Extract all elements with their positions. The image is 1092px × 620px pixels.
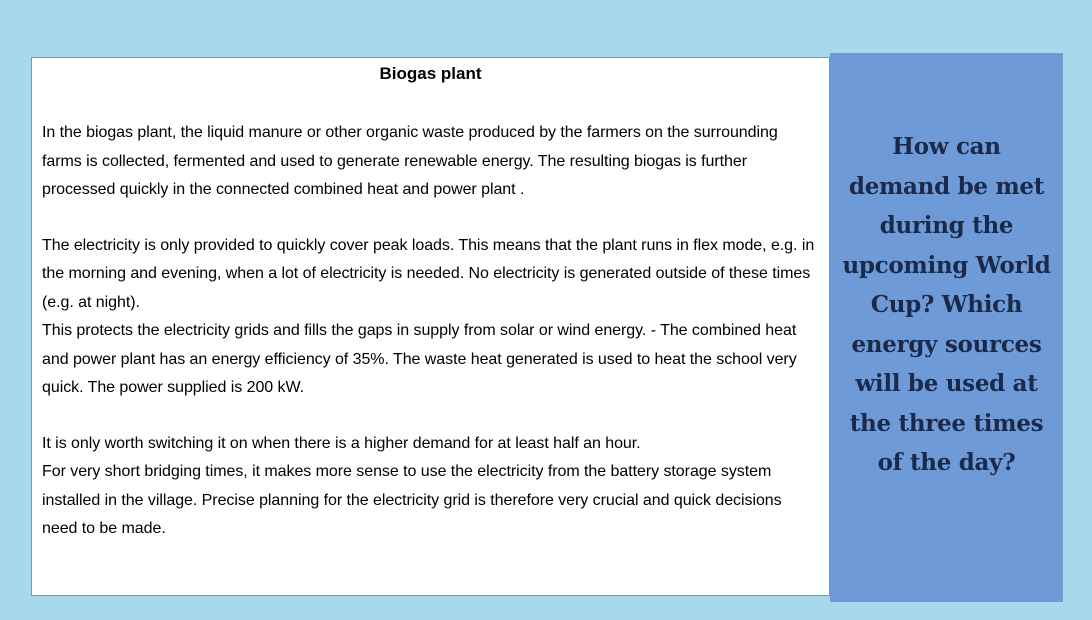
paragraph-battery-storage: For very short bridging times, it makes more sense to use the electricity from the battery storage system installed in the village. Precise planning for the electricity grid is therefore very crucial and quick decisions need to be made. xyxy=(42,463,782,537)
document-title: Biogas plant xyxy=(379,64,482,83)
question-panel xyxy=(830,53,1063,602)
paragraph-intro: In the biogas plant, the liquid manure or other organic waste produced by the farmers on the surrounding farms is collected, fermented and used to generate renewable energy. The resulting biogas is further processed quickly in the connected combined heat and power plant . xyxy=(42,124,778,198)
question-text: How can demand be met during the upcoming World Cup? Which energy sources will be used at the three times of the day? xyxy=(842,133,1051,476)
paragraph-switching: It is only worth switching it on when there is a higher demand for at least half an hour. xyxy=(42,434,641,452)
paragraph-grid-protection: This protects the electricity grids and fills the gaps in supply from solar or wind energy. - The combined heat and power plant has an energy efficiency of 35%. The waste heat generated is used to heat the school very quick. The power supplied is 200 kW. xyxy=(42,322,797,396)
document-panel xyxy=(31,57,830,596)
paragraph-peak-loads: The electricity is only provided to quickly cover peak loads. This means that the plant runs in flex mode, e.g. in the morning and evening, when a lot of electricity is needed. No electricity is generated outside of these times (e.g. at night). xyxy=(42,236,815,311)
document-body xyxy=(32,119,829,544)
